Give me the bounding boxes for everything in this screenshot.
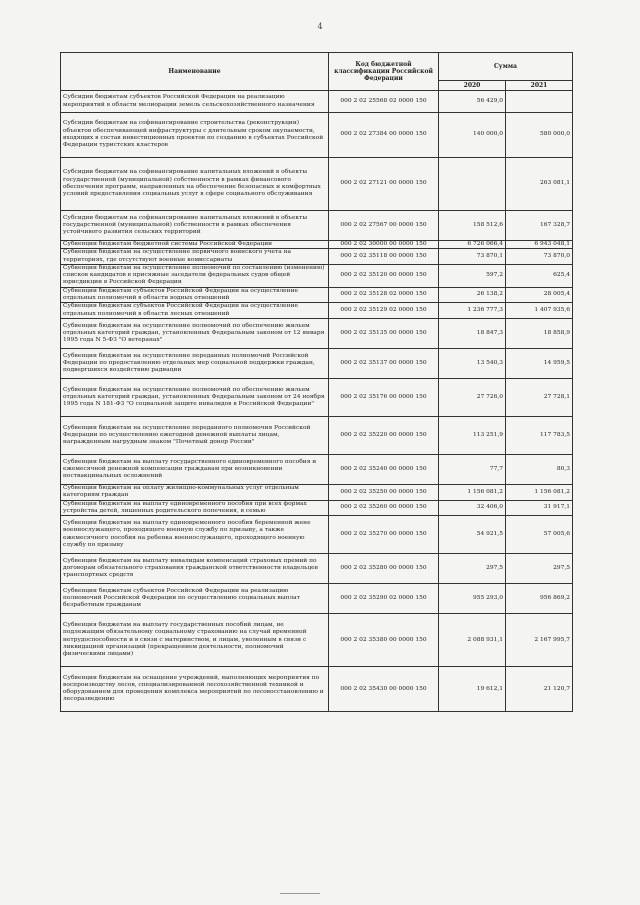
row-code: 000 2 02 35270 00 0000 150 bbox=[329, 516, 439, 554]
row-value-2020: 26 138,2 bbox=[439, 287, 506, 303]
header-sum: Сумма bbox=[439, 53, 573, 81]
row-value-2021: 580 000,0 bbox=[506, 113, 573, 158]
row-value-2020: 27 726,0 bbox=[439, 378, 506, 416]
row-name: Субвенции бюджетам на выплату единовременного пособия беременной жене военнослужащего, проходящего военную службу по призыву, а также ежемесячного пособия на ребенка военнослужащего, проходящего военную службу по призыву bbox=[61, 516, 329, 554]
row-value-2021: 73 870,0 bbox=[506, 249, 573, 265]
row-code: 000 2 02 35290 02 0000 150 bbox=[329, 584, 439, 614]
row-value-2021: 6 943 048,1 bbox=[506, 241, 573, 249]
table-row bbox=[61, 287, 573, 303]
row-value-2020: 597,2 bbox=[439, 264, 506, 287]
row-value-2021: 2 167 995,7 bbox=[506, 614, 573, 667]
row-value-2020: 140 000,0 bbox=[439, 113, 506, 158]
row-code: 000 2 02 27567 00 0000 150 bbox=[329, 211, 439, 241]
row-value-2020 bbox=[439, 158, 506, 211]
row-name: Субвенции бюджетам на осуществление переданного полномочия Российской Федерации по осуществлению ежегодной денежной выплаты лицам, награжденным нагрудным знаком "Почетный донор России" bbox=[61, 416, 329, 454]
row-name: Субсидии бюджетам на софинансирование строительства (реконструкции) объектов обеспечивающей инфраструктуры с длительным сроком окупаемости, входящих в состав инвестиционных проектов по созданию в субъектах Российской Федерации туристских кластеров bbox=[61, 113, 329, 158]
row-name: Субвенции бюджетам на выплату государственного единовременного пособия и ежемесячной денежной компенсации гражданам при возникновении поствакцинальных осложнений bbox=[61, 454, 329, 484]
row-name: Субвенции бюджетам субъектов Российской Федерации на реализацию полномочий Российской Федерации по осуществлению социальных выплат безработным гражданам bbox=[61, 584, 329, 614]
row-code: 000 2 02 25568 02 0000 150 bbox=[329, 91, 439, 113]
row-value-2021: 297,5 bbox=[506, 554, 573, 584]
table-row bbox=[61, 554, 573, 584]
row-code: 000 2 02 30000 00 0000 150 bbox=[329, 241, 439, 249]
row-value-2020: 54 921,5 bbox=[439, 516, 506, 554]
table-body bbox=[61, 91, 573, 712]
row-value-2021: 263 081,1 bbox=[506, 158, 573, 211]
table-row bbox=[61, 158, 573, 211]
page-number: 4 bbox=[317, 22, 323, 31]
row-value-2021: 21 120,7 bbox=[506, 667, 573, 712]
row-value-2021: 31 917,1 bbox=[506, 500, 573, 516]
row-name: Субвенции бюджетам на осуществление полномочий по составлению (изменению) списков кандидатов в присяжные заседатели федеральных судов общей юрисдикции в Российской Федерации bbox=[61, 264, 329, 287]
header-name: Наименование bbox=[61, 53, 329, 91]
table-row bbox=[61, 303, 573, 319]
row-value-2020: 13 540,3 bbox=[439, 348, 506, 378]
header-year-2021: 2021 bbox=[506, 81, 573, 91]
row-code: 000 2 02 35118 00 0000 150 bbox=[329, 249, 439, 265]
row-name: Субсидии бюджетам на софинансирование капитальных вложений в объекты государственной (муниципальной) собственности в рамках обеспечения устойчивого развития сельских территорий bbox=[61, 211, 329, 241]
row-value-2020: 158 512,6 bbox=[439, 211, 506, 241]
row-value-2020: 1 156 081,2 bbox=[439, 484, 506, 500]
row-name: Субсидии бюджетам на софинансирование капитальных вложений в объекты государственной (муниципальной) собственности в рамках финансового обеспечения программ, направленных на обеспечение безопасных и комфортных условий предоставления социальных услуг в сфере социального обслуживания bbox=[61, 158, 329, 211]
row-name: Субвенции бюджетам на осуществление полномочий по обеспечению жильем отдельных категорий граждан, установленных Федеральным законом от 24 ноября 1995 года N 181-ФЗ "О социальной защите инвалидов в Российской Федерации" bbox=[61, 378, 329, 416]
row-name: Субвенции бюджетам на осуществление переданных полномочий Российской Федерации по предоставлению отдельных мер социальной поддержки граждан, подвергшихся воздействию радиации bbox=[61, 348, 329, 378]
row-value-2020: 955 293,0 bbox=[439, 584, 506, 614]
row-code: 000 2 02 35128 02 0000 150 bbox=[329, 287, 439, 303]
table-row bbox=[61, 264, 573, 287]
row-code: 000 2 02 35135 00 0000 150 bbox=[329, 318, 439, 348]
row-name: Субвенции бюджетам бюджетной системы Российской Федерации bbox=[61, 241, 329, 249]
row-name: Субсидии бюджетам субъектов Российской Федерации на реализацию мероприятий в области мелиорации земель сельскохозяйственного назначения bbox=[61, 91, 329, 113]
row-code: 000 2 02 35260 00 0000 150 bbox=[329, 500, 439, 516]
row-code: 000 2 02 35280 00 0000 150 bbox=[329, 554, 439, 584]
row-value-2021: 27 728,1 bbox=[506, 378, 573, 416]
table-row bbox=[61, 249, 573, 265]
header-year-2020: 2020 bbox=[439, 81, 506, 91]
row-code: 000 2 02 35137 00 0000 150 bbox=[329, 348, 439, 378]
row-code: 000 2 02 27121 00 0000 150 bbox=[329, 158, 439, 211]
footer-mark bbox=[280, 893, 320, 894]
table-row bbox=[61, 416, 573, 454]
row-value-2020: 6 726 066,4 bbox=[439, 241, 506, 249]
row-name: Субвенции бюджетам на выплату инвалидам компенсаций страховых премий по договорам обязательного страхования гражданской ответственности владельцев транспортных средств bbox=[61, 554, 329, 584]
row-code: 000 2 02 27384 00 0000 150 bbox=[329, 113, 439, 158]
table-row bbox=[61, 378, 573, 416]
row-name: Субвенции бюджетам на осуществление первичного воинского учета на территориях, где отсутствуют военные комиссариаты bbox=[61, 249, 329, 265]
row-value-2020: 18 847,3 bbox=[439, 318, 506, 348]
row-code: 000 2 02 35129 02 0000 150 bbox=[329, 303, 439, 319]
row-name: Субвенции бюджетам на выплату единовременного пособия при всех формах устройства детей, лишенных родительского попечения, в семью bbox=[61, 500, 329, 516]
row-code: 000 2 02 35220 00 0000 150 bbox=[329, 416, 439, 454]
row-value-2020: 1 236 777,3 bbox=[439, 303, 506, 319]
row-name: Субвенции бюджетам на осуществление полномочий по обеспечению жильем отдельных категорий граждан, установленных Федеральным законом от 12 января 1995 года N 5-ФЗ "О ветеранах" bbox=[61, 318, 329, 348]
row-value-2021: 956 869,2 bbox=[506, 584, 573, 614]
row-value-2021: 57 005,6 bbox=[506, 516, 573, 554]
row-value-2021: 18 858,9 bbox=[506, 318, 573, 348]
row-name: Субвенции бюджетам субъектов Российской Федерации на осуществление отдельных полномочий в области водных отношений bbox=[61, 287, 329, 303]
row-name: Субвенции бюджетам на оснащение учреждений, выполняющих мероприятия по воспроизводству лесов, специализированной лесохозяйственной техникой и оборудованием для проведения комплекса мероприятий по лесовосстановлению и лесоразведению bbox=[61, 667, 329, 712]
row-value-2020: 32 406,0 bbox=[439, 500, 506, 516]
row-name: Субвенции бюджетам на оплату жилищно-коммунальных услуг отдельным категориям граждан bbox=[61, 484, 329, 500]
header-code: Код бюджетной классификации Российской Федерации bbox=[329, 53, 439, 91]
row-code: 000 2 02 35176 00 0000 150 bbox=[329, 378, 439, 416]
row-value-2021: 28 005,4 bbox=[506, 287, 573, 303]
row-value-2020: 19 612,1 bbox=[439, 667, 506, 712]
table-row bbox=[61, 584, 573, 614]
row-value-2021: 14 959,5 bbox=[506, 348, 573, 378]
table-row bbox=[61, 500, 573, 516]
table-row bbox=[61, 318, 573, 348]
table-row bbox=[61, 667, 573, 712]
table-row bbox=[61, 91, 573, 113]
row-value-2021: 167 328,7 bbox=[506, 211, 573, 241]
budget-table bbox=[60, 52, 573, 712]
table-row bbox=[61, 211, 573, 241]
row-code: 000 2 02 35120 00 0000 150 bbox=[329, 264, 439, 287]
row-value-2020: 77,7 bbox=[439, 454, 506, 484]
row-name: Субвенции бюджетам субъектов Российской Федерации на осуществление отдельных полномочий в области лесных отношений bbox=[61, 303, 329, 319]
row-value-2020: 73 870,1 bbox=[439, 249, 506, 265]
row-value-2020: 56 429,0 bbox=[439, 91, 506, 113]
row-name: Субвенция бюджетам на выплату государственных пособий лицам, не подлежащим обязательному социальному страхованию на случай временной нетрудоспособности и в связи с материнством, и лицам, уволенным в связи с ликвидацией организаций (прекращением деятельности, полномочий физическими лицами) bbox=[61, 614, 329, 667]
table-row bbox=[61, 348, 573, 378]
row-value-2020: 113 251,9 bbox=[439, 416, 506, 454]
row-code: 000 2 02 35380 00 0000 150 bbox=[329, 614, 439, 667]
row-value-2021: 80,3 bbox=[506, 454, 573, 484]
table-row bbox=[61, 113, 573, 158]
row-code: 000 2 02 35240 00 0000 150 bbox=[329, 454, 439, 484]
table-row bbox=[61, 484, 573, 500]
row-code: 000 2 02 35250 00 0000 150 bbox=[329, 484, 439, 500]
row-value-2021: 1 156 081,2 bbox=[506, 484, 573, 500]
table-row bbox=[61, 516, 573, 554]
row-value-2021: 625,4 bbox=[506, 264, 573, 287]
table-row bbox=[61, 241, 573, 249]
row-value-2020: 297,5 bbox=[439, 554, 506, 584]
table-row bbox=[61, 454, 573, 484]
row-code: 000 2 02 35430 00 0000 150 bbox=[329, 667, 439, 712]
row-value-2020: 2 088 931,1 bbox=[439, 614, 506, 667]
row-value-2021: 117 783,5 bbox=[506, 416, 573, 454]
table-row bbox=[61, 614, 573, 667]
row-value-2021 bbox=[506, 91, 573, 113]
row-value-2021: 1 407 935,6 bbox=[506, 303, 573, 319]
